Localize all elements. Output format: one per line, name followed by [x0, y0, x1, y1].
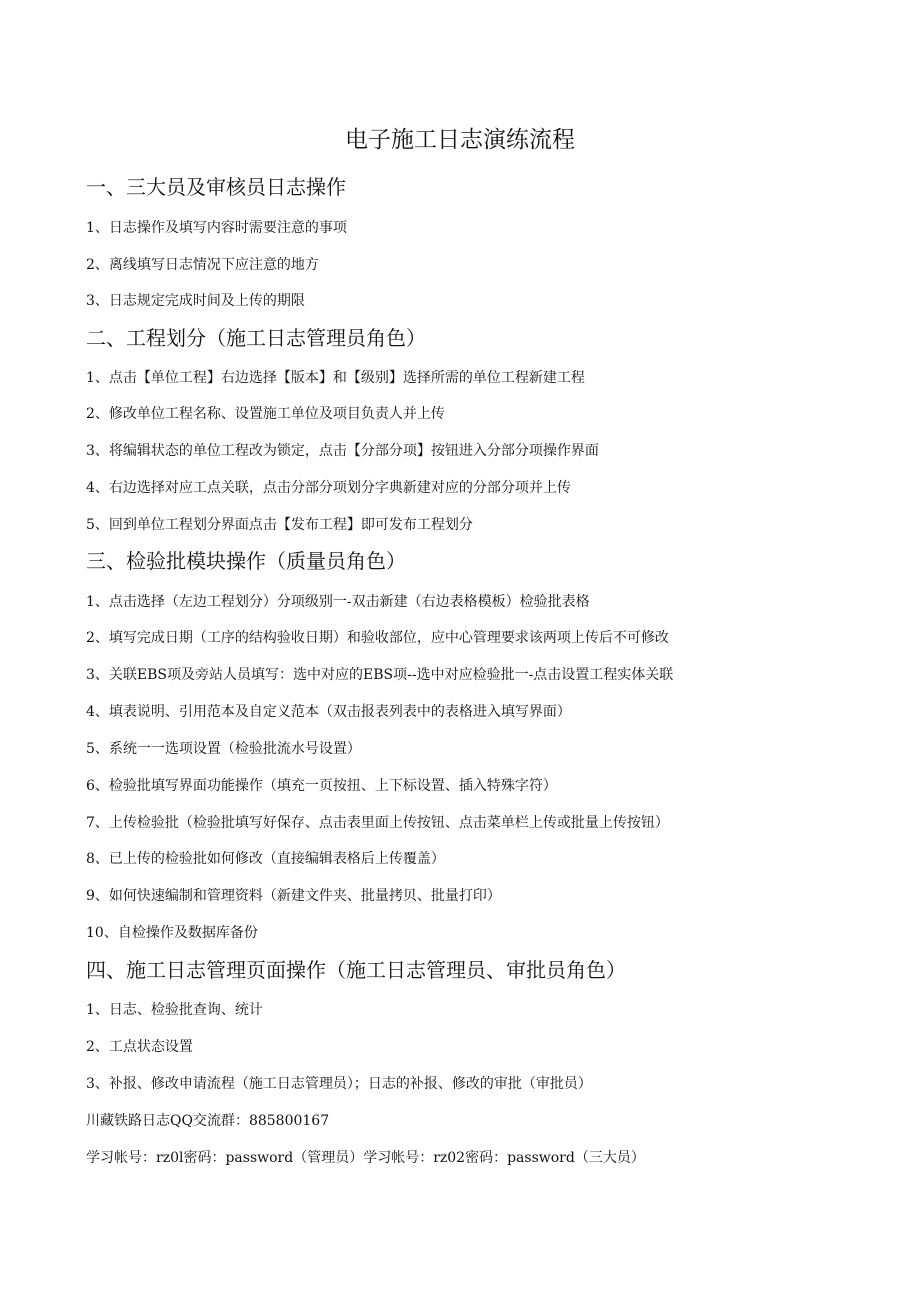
- section-2-item-5: 5、回到单位工程划分界面点击【发布工程】即可发布工程划分: [86, 517, 473, 533]
- study-accounts-line: 学习帐号：rz0l密码：password（管理员）学习帐号：rz02密码：password（三大员）: [86, 1150, 645, 1166]
- section-3-item-1: 1、点击选择（左边工程划分）分项级别一-双击新建（右边表格模板）检验批表格: [86, 594, 590, 610]
- section-3-item-10: 10、自检操作及数据库备份: [86, 925, 258, 941]
- section-heading-1: 一、三大员及审核员日志操作: [86, 175, 346, 199]
- section-4-item-2: 2、工点状态设置: [86, 1039, 193, 1055]
- section-heading-4: 四、施工日志管理页面操作（施工日志管理员、审批员角色）: [86, 958, 626, 982]
- section-2-item-1: 1、点击【单位工程】右边选择【版本】和【级别】选择所需的单位工程新建工程: [86, 370, 585, 386]
- section-2-item-4: 4、右边选择对应工点关联，点击分部分项划分字典新建对应的分部分项并上传: [86, 480, 571, 496]
- document-title: 电子施工日志演练流程: [345, 127, 575, 153]
- section-2-item-2: 2、修改单位工程名称、设置施工单位及项目负责人并上传: [86, 406, 445, 422]
- section-2-item-3: 3、将编辑状态的单位工程改为锁定，点击【分部分项】按钮进入分部分项操作界面: [86, 443, 599, 459]
- section-3-item-2: 2、填写完成日期（工序的结构验收日期）和验收部位，应中心管理要求该两项上传后不可修改: [86, 630, 669, 646]
- section-1-item-2: 2、离线填写日志情况下应注意的地方: [86, 257, 319, 273]
- section-3-item-8: 8、已上传的检验批如何修改（直接编辑表格后上传覆盖）: [86, 851, 445, 867]
- qq-group-line: 川藏铁路日志QQ交流群：885800167: [86, 1113, 330, 1129]
- section-heading-2: 二、工程划分（施工日志管理员角色）: [86, 326, 426, 350]
- section-3-item-4: 4、填表说明、引用范本及自定义范本（双击报表列表中的表格进入填写界面）: [86, 704, 571, 720]
- section-4-item-1: 1、日志、检验批查询、统计: [86, 1002, 263, 1018]
- section-1-item-3: 3、日志规定完成时间及上传的期限: [86, 293, 305, 309]
- section-3-item-9: 9、如何快速编制和管理资料（新建文件夹、批量拷贝、批量打印）: [86, 888, 501, 904]
- section-1-item-1: 1、日志操作及填写内容时需要注意的事项: [86, 220, 347, 236]
- section-3-item-3: 3、关联EBS项及旁站人员填写：选中对应的EBS项--选中对应检验批一-点击设置工程实体关联: [86, 667, 674, 683]
- section-3-item-5: 5、系统一一选项设置（检验批流水号设置）: [86, 741, 361, 757]
- section-3-item-7: 7、上传检验批（检验批填写好保存、点击表里面上传按钮、点击菜单栏上传或批量上传按钮）: [86, 815, 669, 831]
- section-3-item-6: 6、检验批填写界面功能操作（填充一页按扭、上下标设置、插入特殊字符）: [86, 778, 557, 794]
- section-heading-3: 三、检验批模块操作（质量员角色）: [86, 549, 406, 573]
- section-4-item-3: 3、补报、修改申请流程（施工日志管理员）；日志的补报、修改的审批（审批员）: [86, 1076, 592, 1092]
